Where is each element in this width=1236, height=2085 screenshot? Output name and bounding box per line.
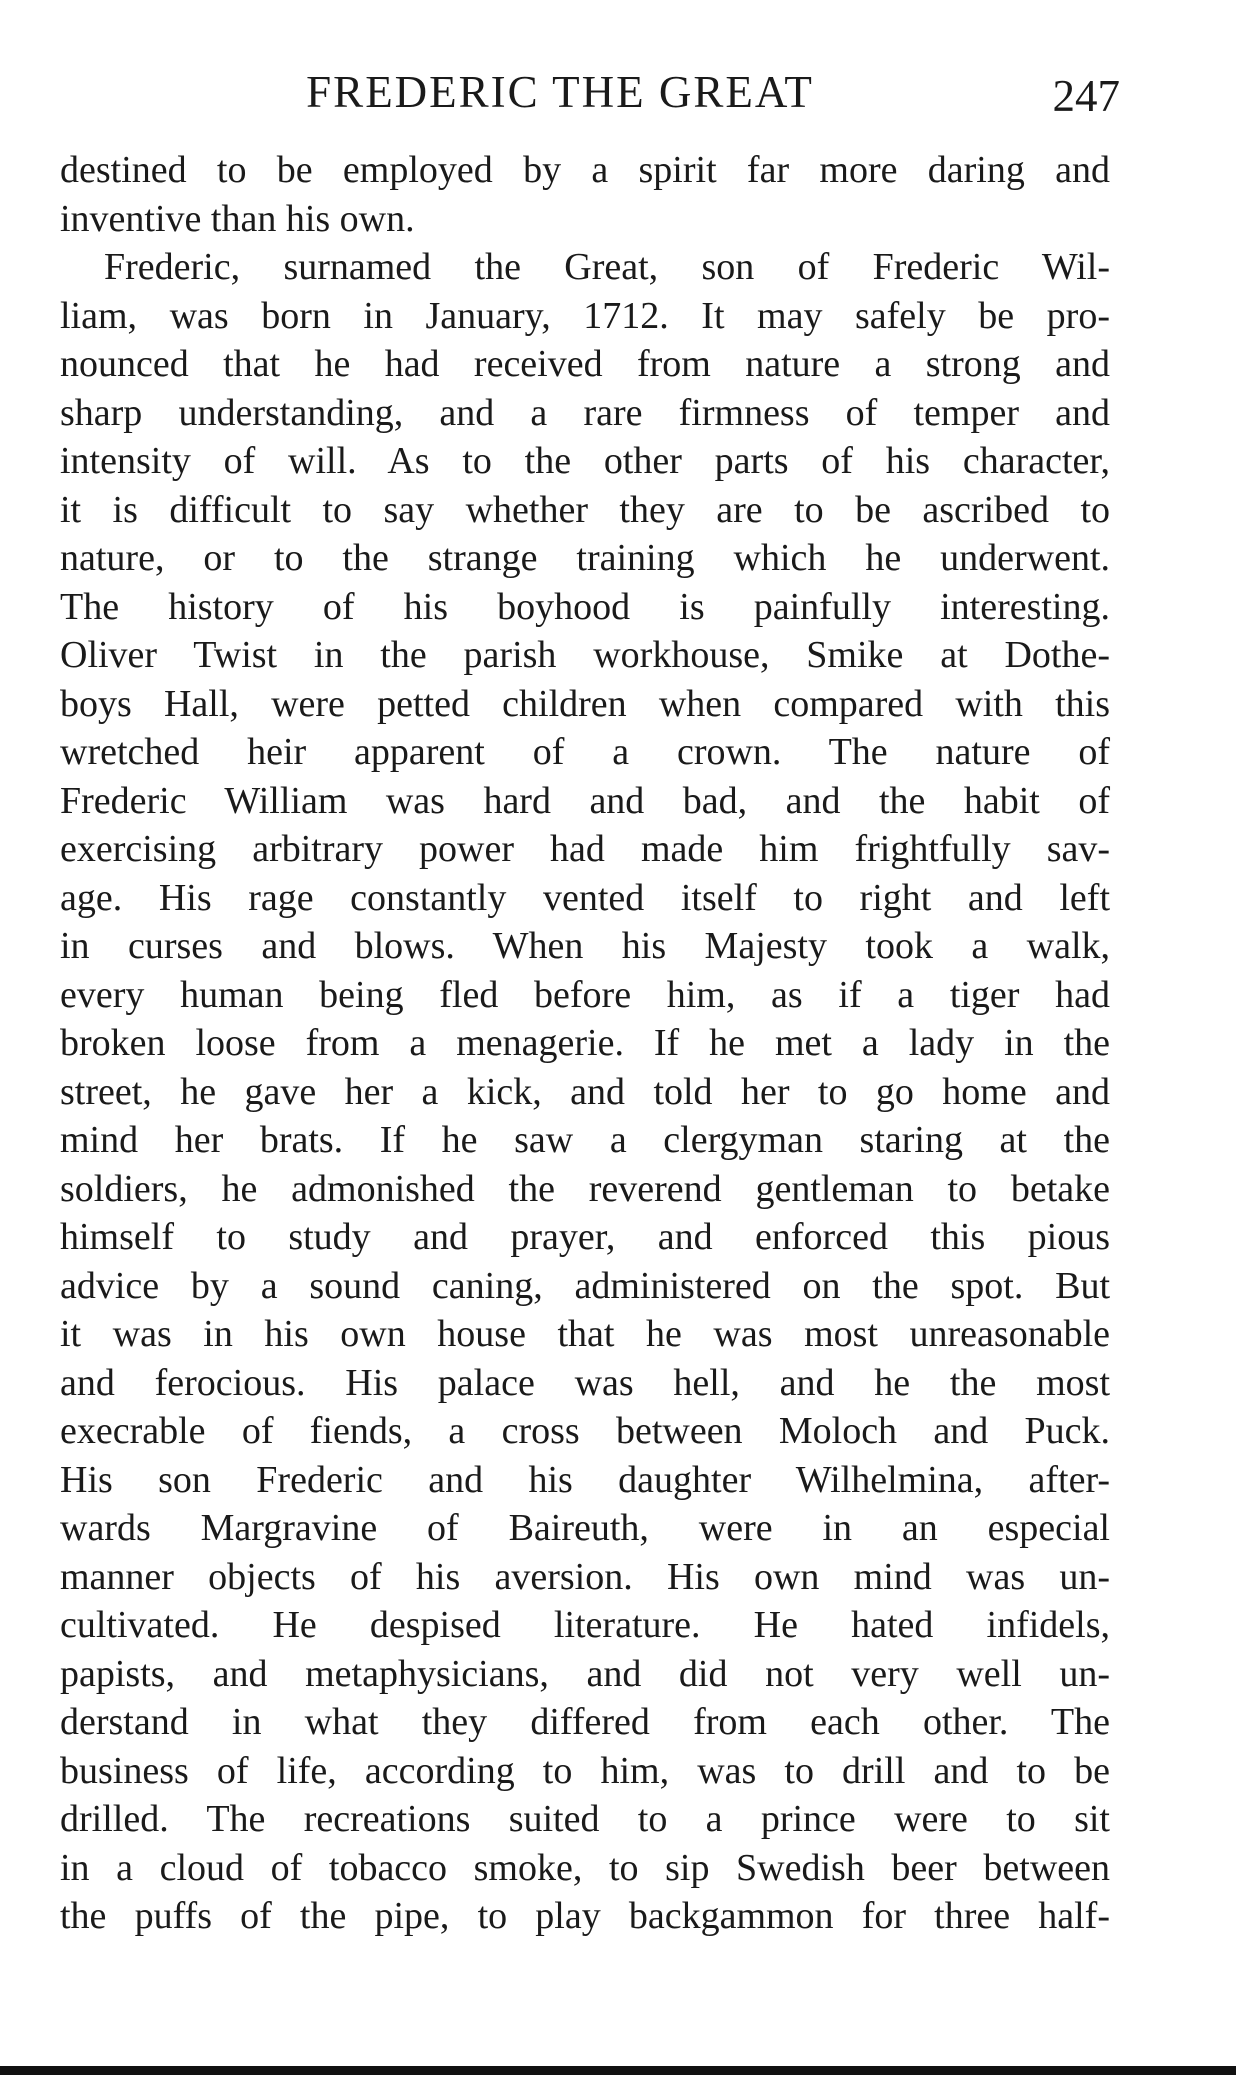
text-line: street, he gave her a kick, and told her to go home and: [60, 1070, 1110, 1113]
text-line: Oliver Twist in the parish workhouse, Smike at Dothe-: [60, 634, 1110, 676]
text-line: advice by a sound caning, administered on the spot. But: [60, 1264, 1110, 1307]
text-line: soldiers, he admonished the reverend gentleman to betake: [60, 1167, 1110, 1210]
text-line: His son Frederic and his daughter Wilhelmina, after-: [60, 1458, 1110, 1501]
text-line: execrable of fiends, a cross between Moloch and Puck.: [60, 1410, 1110, 1452]
text-line: Frederic, surnamed the Great, son of Frederic Wil-: [104, 246, 1110, 288]
text-line: intensity of will. As to the other parts of his character,: [60, 440, 1110, 482]
text-line: nature, or to the strange training which he underwent.: [60, 537, 1110, 579]
text-line: manner objects of his aversion. His own mind was un-: [60, 1555, 1110, 1598]
text-line: papists, and metaphysicians, and did not very well un-: [60, 1652, 1110, 1695]
text-line: liam, was born in January, 1712. It may safely be pro-: [60, 294, 1110, 337]
text-line: drilled. The recreations suited to a prince were to sit: [60, 1798, 1110, 1840]
text-line: wretched heir apparent of a crown. The nature of: [60, 731, 1110, 773]
text-line: exercising arbitrary power had made him frightfully sav-: [60, 828, 1110, 870]
text-line: business of life, according to him, was to drill and to be: [60, 1749, 1110, 1792]
text-line: The history of his boyhood is painfully interesting.: [60, 585, 1110, 628]
running-head: [60, 62, 1120, 122]
text-line: in curses and blows. When his Majesty took a walk,: [60, 925, 1110, 967]
page-bottom-rule: [0, 2066, 1236, 2075]
text-line: wards Margravine of Baireuth, were in an especial: [60, 1507, 1110, 1549]
text-line: cultivated. He despised literature. He hated infidels,: [60, 1604, 1110, 1646]
text-line: himself to study and prayer, and enforced this pious: [60, 1216, 1110, 1258]
text-line: it was in his own house that he was most unreasonable: [60, 1313, 1110, 1355]
text-line: nounced that he had received from nature a strong and: [60, 343, 1110, 385]
text-line: and ferocious. His palace was hell, and he the most: [60, 1361, 1110, 1404]
text-line: it is difficult to say whether they are to be ascribed to: [60, 488, 1110, 531]
text-line: the puffs of the pipe, to play backgammon for three half-: [60, 1895, 1110, 1937]
text-line: Frederic William was hard and bad, and the habit of: [60, 779, 1110, 822]
text-line: boys Hall, were petted children when compared with this: [60, 682, 1110, 725]
text-line: derstand in what they differed from each other. The: [60, 1701, 1110, 1743]
text-line: mind her brats. If he saw a clergyman staring at the: [60, 1119, 1110, 1161]
text-line: inventive than his own.: [60, 197, 415, 240]
text-line: sharp understanding, and a rare firmness of temper and: [60, 391, 1110, 434]
text-line: broken loose from a menagerie. If he met a lady in the: [60, 1022, 1110, 1064]
body-text: [60, 146, 1110, 1941]
page-number: 247: [1052, 71, 1120, 121]
text-line: every human being fled before him, as if a tiger had: [60, 973, 1110, 1016]
text-line: destined to be employed by a spirit far more daring and: [60, 149, 1110, 191]
page-title: FREDERIC THE GREAT: [306, 67, 814, 117]
text-line: in a cloud of tobacco smoke, to sip Swedish beer between: [60, 1846, 1110, 1889]
text-line: age. His rage constantly vented itself to right and left: [60, 876, 1110, 919]
